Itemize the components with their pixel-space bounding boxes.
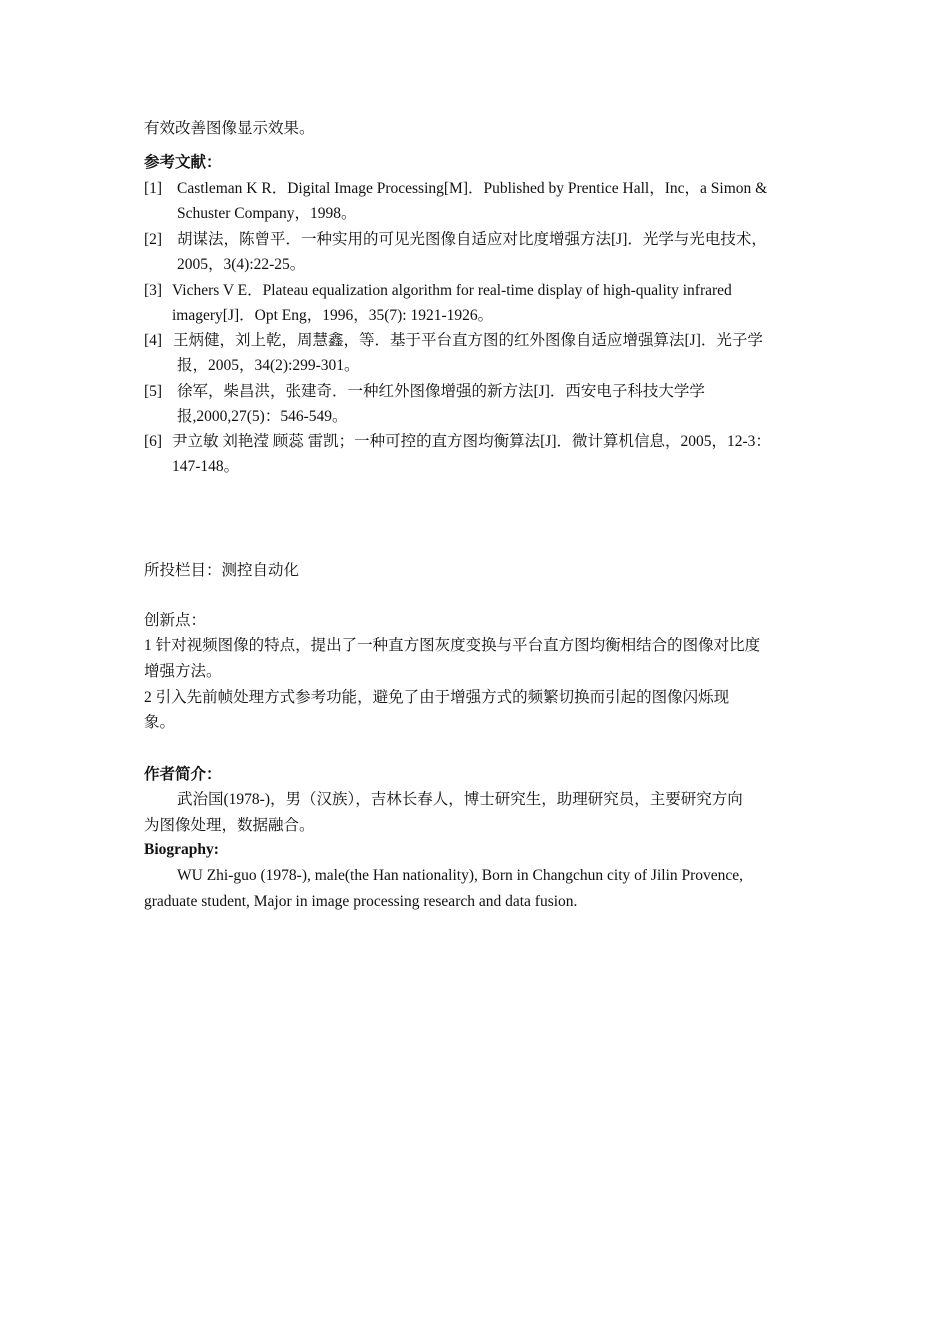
reference-text-line: Castleman K R．Digital Image Processing[M]．Published by Prentice Hall，Inc，a Simon &	[177, 180, 768, 197]
reference-text-line: Schuster Company，1998。	[177, 205, 357, 222]
reference-text-line: Vichers V E．Plateau equalization algorithm for real-time display of high-quality infrared	[172, 282, 732, 299]
references-heading: 参考文献：	[144, 154, 222, 171]
reference-text-line: 147-148。	[172, 458, 240, 475]
author-heading: 作者简介：	[144, 766, 222, 783]
innovation-line: 2 引入先前帧处理方式参考功能，避免了由于增强方式的频繁切换而引起的图像闪烁现	[144, 689, 730, 706]
reference-text-line: 尹立敏 刘艳滢 顾蕊 雷凯；一种可控的直方图均衡算法[J]．微计算机信息，2005，12-3：	[172, 433, 771, 450]
biography-line: graduate student, Major in image processing research and data fusion.	[144, 893, 578, 910]
author-line: 为图像处理，数据融合。	[144, 817, 315, 834]
reference-number: [2]	[144, 231, 163, 248]
reference-text-line: 王炳健，刘上乾，周慧鑫，等．基于平台直方图的红外图像自适应增强算法[J]．光子学	[173, 332, 763, 349]
innovation-line: 1 针对视频图像的特点，提出了一种直方图灰度变换与平台直方图均衡相结合的图像对比度	[144, 637, 761, 654]
reference-number: [3]	[144, 282, 163, 299]
intro-tail-text: 有效改善图像显示效果。	[144, 120, 315, 137]
innovation-heading: 创新点：	[144, 612, 207, 629]
reference-number: [4]	[144, 332, 163, 349]
column-text: 所投栏目：测控自动化	[144, 562, 300, 579]
reference-text-line: 报，2005，34(2):299-301。	[177, 357, 360, 374]
biography-heading: Biography:	[144, 841, 219, 858]
innovation-line: 增强方法。	[144, 663, 222, 680]
biography-line: WU Zhi-guo (1978-), male(the Han nationality), Born in Changchun city of Jilin Provence,	[177, 867, 744, 884]
innovation-line: 象。	[144, 714, 176, 731]
reference-text-line: imagery[J]．Opt Eng，1996，35(7): 1921-1926。	[172, 307, 494, 324]
reference-number: [5]	[144, 383, 163, 400]
reference-number: [1]	[144, 180, 163, 197]
reference-text-line: 报,2000,27(5)：546-549。	[177, 408, 348, 425]
reference-text-line: 徐军，柴昌洪，张建奇．一种红外图像增强的新方法[J]．西安电子科技大学学	[177, 383, 705, 400]
reference-text-line: 2005，3(4):22-25。	[177, 256, 306, 273]
reference-text-line: 胡谋法，陈曾平．一种实用的可见光图像自适应对比度增强方法[J]．光学与光电技术，	[177, 231, 767, 248]
author-line: 武治国(1978-)，男（汉族），吉林长春人，博士研究生，助理研究员，主要研究方向	[177, 791, 743, 808]
reference-number: [6]	[144, 433, 163, 450]
